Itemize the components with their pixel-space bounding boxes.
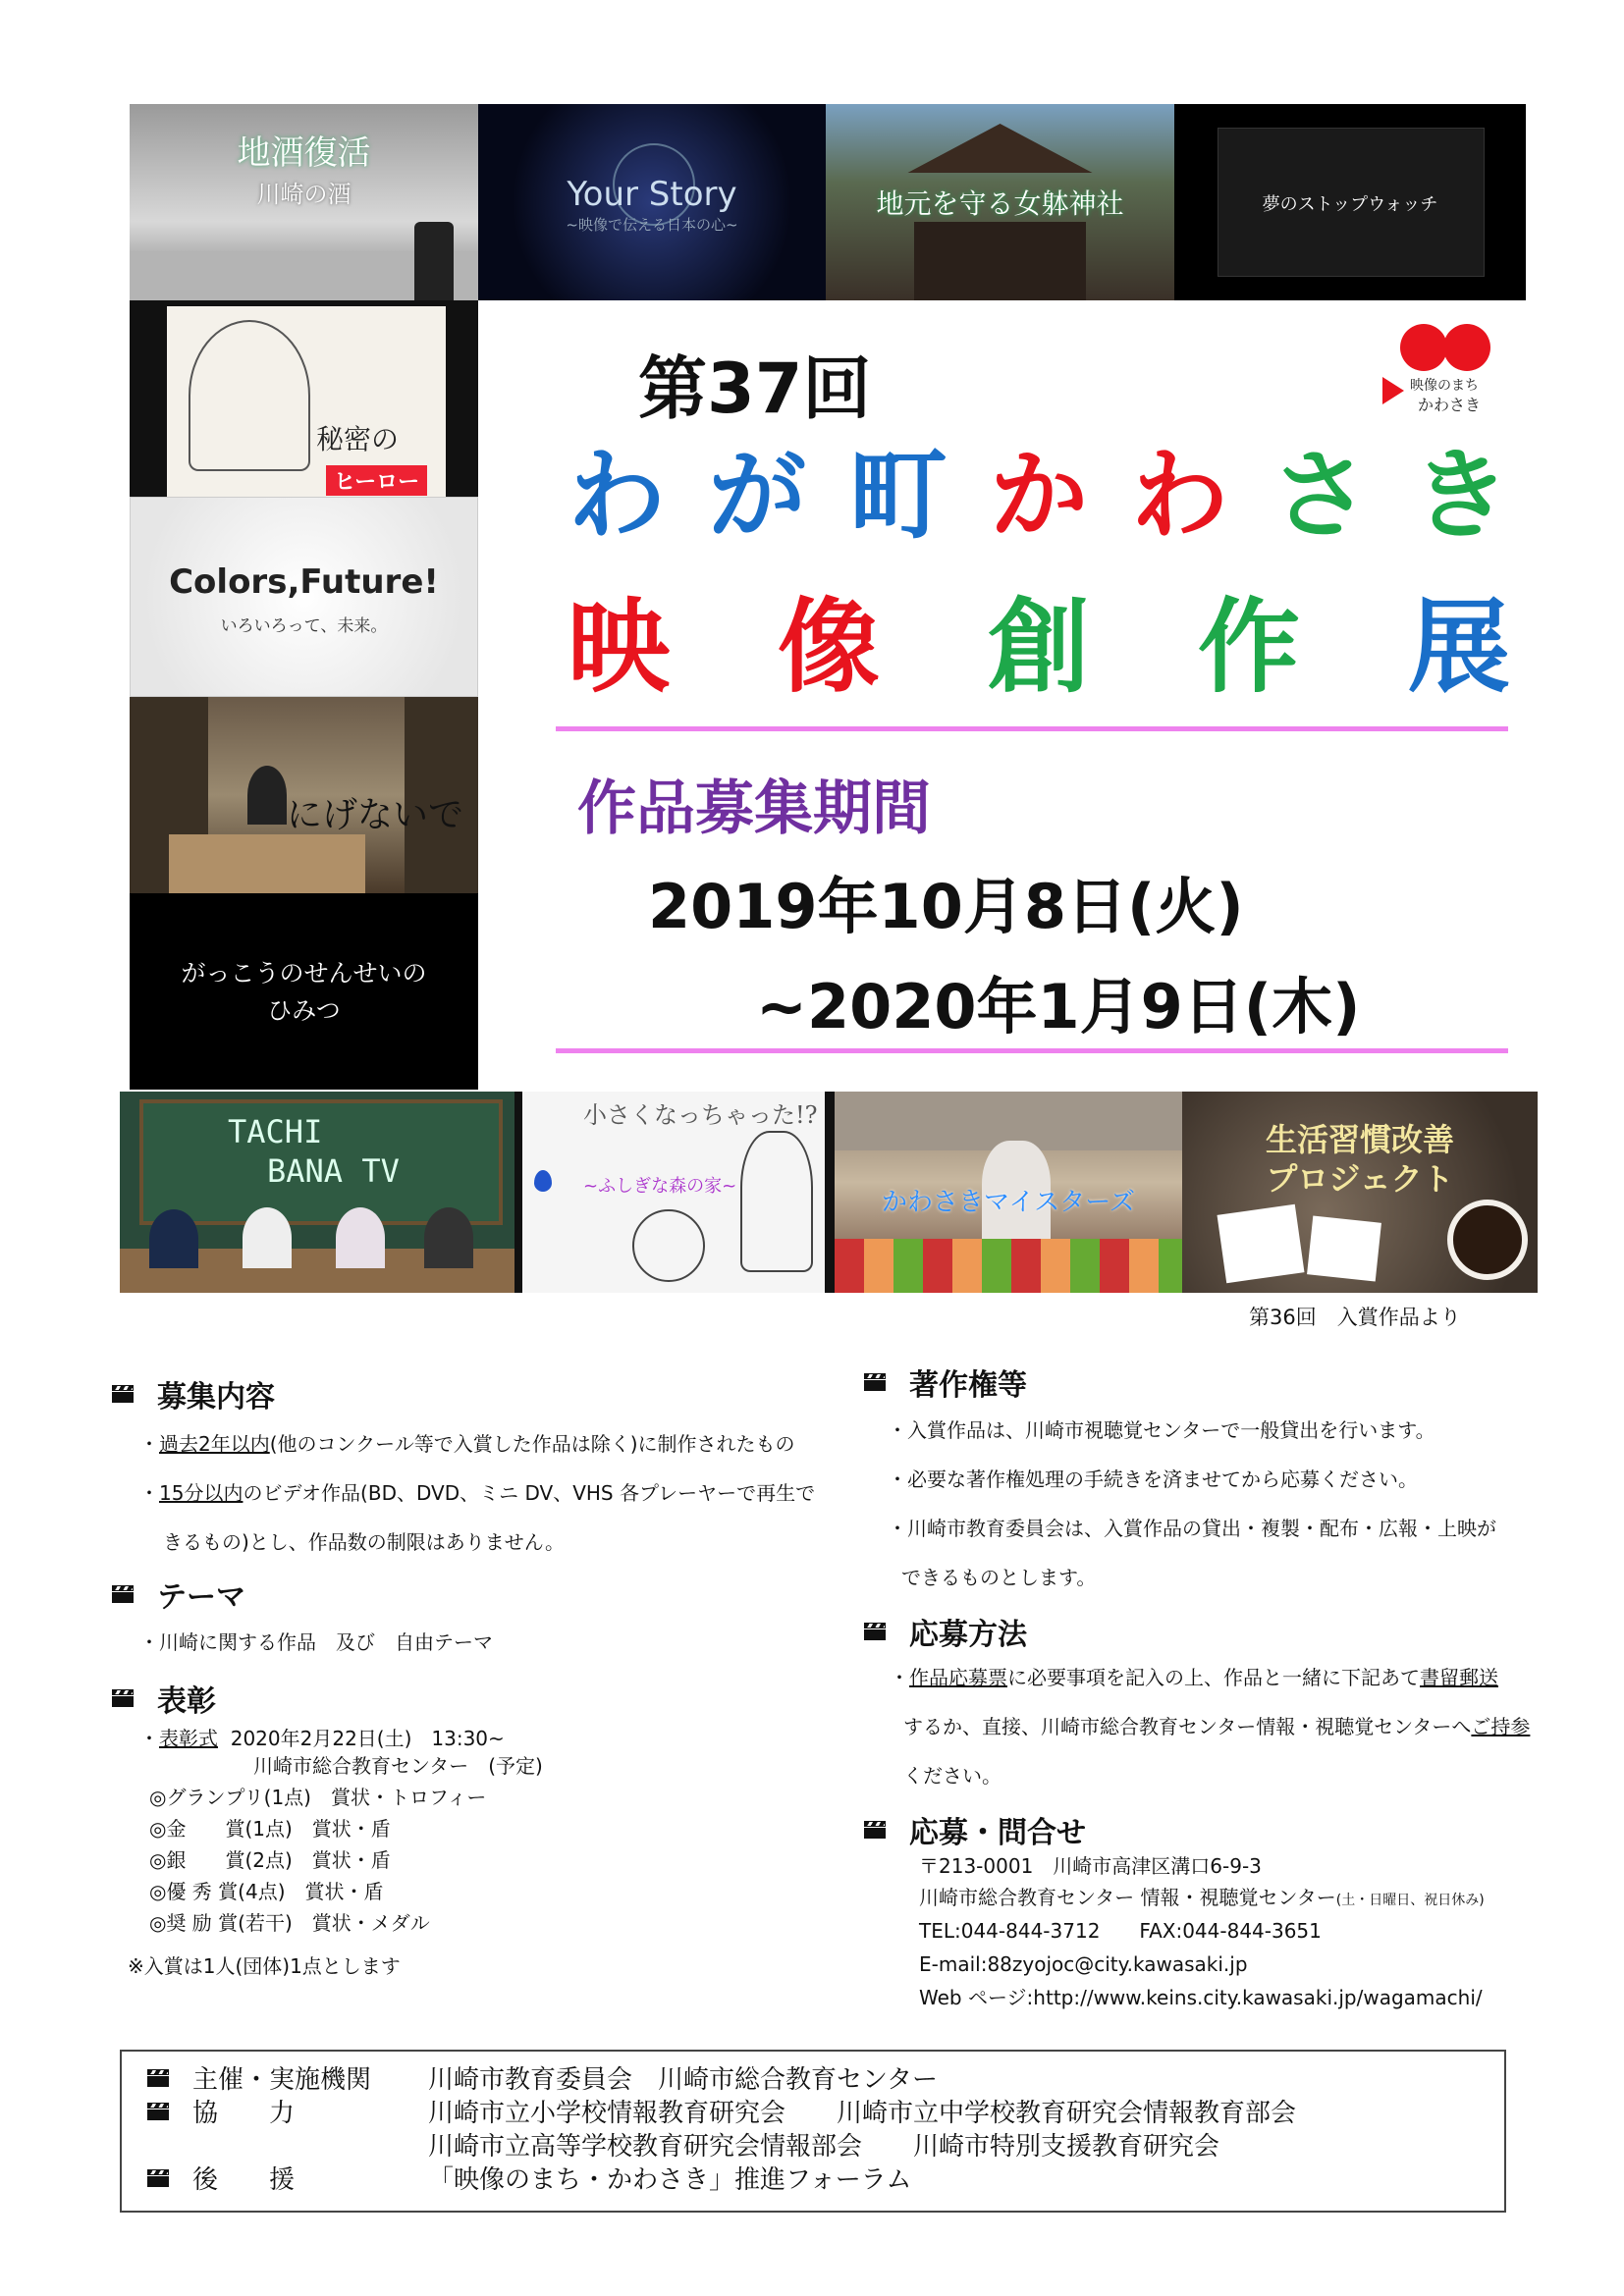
thumb-caption: ~映像で伝える日本の心~ xyxy=(566,216,738,234)
thumb-caption: 生活習慣改善 xyxy=(1265,1121,1454,1158)
recruit-item-1: ・過去2年以内(他のコンクール等で入賞した作品は除く)に制作されたもの xyxy=(139,1432,795,1456)
clapperboard-icon xyxy=(112,1385,134,1403)
title-char: 展 xyxy=(1407,587,1510,707)
section-title: 応募・問合せ xyxy=(909,1816,1086,1850)
cooperation-row xyxy=(147,2093,1296,2129)
clapperboard-icon xyxy=(864,1821,886,1839)
howto-line-2 xyxy=(903,1712,1530,1741)
section-title: 著作権等 xyxy=(909,1368,1027,1403)
photo-caption: 第36回 入賞作品より xyxy=(1249,1306,1461,1329)
section-title: 表彰 xyxy=(157,1684,216,1719)
period-to: ~2020年1月9日(木) xyxy=(756,971,1361,1042)
thumb-caption: Colors,Future! xyxy=(169,562,439,602)
ceremony-line: ・表彰式 2020年2月22日(土) 13:30~ xyxy=(139,1727,505,1750)
thumb-caption: ~ふしぎな森の家~ xyxy=(583,1176,737,1197)
text: 川崎市総合教育センター 情報・視聴覚センター xyxy=(919,1886,1336,1909)
row-text: 川崎市教育委員会 川崎市総合教育センター xyxy=(428,2065,938,2095)
clapperboard-icon xyxy=(147,2069,169,2087)
contact-email[interactable]: E-mail:88zyojoc@city.kawasaki.jp xyxy=(919,1952,1248,1976)
underlined-text: 表彰式 xyxy=(159,1727,218,1750)
contact-org xyxy=(919,1883,1485,1915)
title-eizou-sousakuten xyxy=(568,587,1510,707)
thumb-caption: 地元を守る女躰神社 xyxy=(876,187,1124,220)
period-from: 2019年10月8日(火) xyxy=(648,871,1244,942)
thumb-caption: プロジェクト xyxy=(1266,1160,1454,1198)
thumb-nigenaide xyxy=(130,697,478,893)
howto-line-3: ください。 xyxy=(903,1764,1001,1788)
title-char: 像 xyxy=(777,587,880,707)
row-label: 後 援 xyxy=(192,2165,296,2195)
title-char: 町 xyxy=(848,438,947,553)
thumb-sake xyxy=(130,104,478,300)
underlined-text: 作品応募票 xyxy=(909,1666,1007,1689)
logo xyxy=(1382,324,1510,422)
theme-item-1: ・川崎に関する作品 及び 自由テーマ xyxy=(139,1630,493,1654)
underlined-text: 過去2年以内 xyxy=(159,1432,270,1456)
text: のビデオ作品(BD、DVD、ミニ DV、VHS 各プレーヤーで再生で xyxy=(243,1481,816,1505)
recruit-item-2-cont: きるもの)とし、作品数の制限はありません。 xyxy=(163,1530,566,1554)
clapperboard-icon xyxy=(112,1585,134,1603)
thumb-caption: 夢のストップウォッチ xyxy=(1262,194,1438,215)
text: に必要事項を記入の上、作品と一緒に下記あて xyxy=(1007,1666,1420,1689)
cooperation-row-2 xyxy=(428,2126,1219,2163)
title-char: が xyxy=(708,438,807,553)
text: するか、直接、川崎市総合教育センター情報・視聴覚センターへ xyxy=(903,1715,1472,1738)
award-5: ◎奨 励 賞(若干) 賞状・メダル xyxy=(149,1911,430,1935)
text: 2020年2月22日(土) 13:30~ xyxy=(230,1727,505,1750)
text: ・ xyxy=(890,1666,909,1689)
clapperboard-icon xyxy=(112,1689,134,1707)
section-title: テーマ xyxy=(157,1580,245,1615)
text: (他のコンクール等で入賞した作品は除く)に制作されたもの xyxy=(269,1432,795,1456)
thumb-caption: 秘密の xyxy=(316,423,400,455)
divider-top xyxy=(556,726,1508,731)
divider-bottom xyxy=(556,1048,1508,1053)
thumb-caption: いろいろって、未来。 xyxy=(220,616,388,636)
thumb-caption: Your Story xyxy=(567,175,737,214)
thumb-teacher-secret xyxy=(130,893,478,1090)
thumb-caption: BANA TV xyxy=(267,1152,400,1190)
copyright-line-2: ・必要な著作権処理の手続きを済ませてから応募ください。 xyxy=(888,1468,1418,1491)
section-copyright xyxy=(864,1361,1027,1404)
row-text: 川崎市立小学校情報教育研究会 川崎市立中学校教育研究会情報教育部会 xyxy=(428,2099,1297,2128)
section-title: 応募方法 xyxy=(909,1618,1027,1652)
award-1: ◎グランプリ(1点) 賞状・トロフィー xyxy=(149,1786,487,1809)
section-contact xyxy=(864,1808,1086,1851)
title-char: わ xyxy=(568,438,666,553)
section-howto xyxy=(864,1610,1027,1653)
thumb-caption: がっこうのせんせいの xyxy=(181,959,427,988)
underlined-text: ご持参 xyxy=(1471,1715,1531,1738)
support-row xyxy=(147,2160,911,2196)
thumb-colors-future xyxy=(130,497,478,697)
award-note: ※入賞は1人(団体)1点とします xyxy=(128,1954,401,1978)
row-text: 「映像のまち・かわさき」推進フォーラム xyxy=(428,2165,912,2195)
clapperboard-icon xyxy=(147,2169,169,2187)
thumb-stopwatch xyxy=(1174,104,1526,300)
award-3: ◎銀 賞(2点) 賞状・盾 xyxy=(149,1848,391,1872)
clapperboard-icon xyxy=(147,2103,169,2120)
text: 川崎に関する作品 及び 自由テーマ xyxy=(159,1630,493,1654)
clapperboard-icon xyxy=(864,1623,886,1640)
row-label: 主催・実施機関 xyxy=(192,2065,372,2095)
award-4: ◎優 秀 賞(4点) 賞状・盾 xyxy=(149,1880,384,1903)
thumb-shrine xyxy=(826,104,1174,300)
award-2: ◎金 賞(1点) 賞状・盾 xyxy=(149,1817,391,1841)
row-text: 川崎市立高等学校教育研究会情報部会 川崎市特別支援教育研究会 xyxy=(428,2132,1220,2162)
title-char: さ xyxy=(1271,438,1370,553)
contact-address: 〒213-0001 川崎市高津区溝口6-9-3 xyxy=(919,1854,1262,1878)
section-title: 募集内容 xyxy=(157,1380,275,1415)
section-award xyxy=(112,1677,216,1720)
thumb-caption: にげないで xyxy=(287,795,464,835)
thumb-secret-hero xyxy=(130,300,478,497)
section-recruit xyxy=(112,1372,275,1415)
title-char: わ xyxy=(1130,438,1229,553)
thumb-lifestyle xyxy=(1182,1092,1538,1293)
title-char: 映 xyxy=(568,587,671,707)
thumb-tachibana-tv xyxy=(120,1092,514,1293)
row-label: 協 力 xyxy=(192,2099,296,2128)
organizer-row xyxy=(147,2059,938,2096)
copyright-line-3: ・川崎市教育委員会は、入賞作品の貸出・複製・配布・広報・上映が xyxy=(888,1517,1496,1540)
underlined-text: 書留郵送 xyxy=(1420,1666,1498,1689)
clapperboard-icon xyxy=(864,1373,886,1391)
period-label: 作品募集期間 xyxy=(577,774,931,843)
thumb-caption: 川崎の酒 xyxy=(256,181,352,208)
title-char: 創 xyxy=(987,587,1090,707)
copyright-line-1: ・入賞作品は、川崎市視聴覚センターで一般貸出を行います。 xyxy=(888,1418,1435,1442)
org-note: (土・日曜日、祝日休み) xyxy=(1335,1893,1485,1908)
title-char: き xyxy=(1411,438,1510,553)
recruit-item-2: ・15分以内のビデオ作品(BD、DVD、ミニ DV、VHS 各プレーヤーで再生で xyxy=(139,1481,816,1505)
title-char: か xyxy=(989,438,1088,553)
logo-text-1: 映像のまち xyxy=(1410,378,1479,394)
ceremony-venue: 川崎市総合教育センター (予定) xyxy=(253,1754,543,1778)
section-theme xyxy=(112,1573,245,1616)
thumb-chiisaku xyxy=(514,1092,835,1293)
title-char: 作 xyxy=(1197,587,1300,707)
thumb-kawasaki-meisters xyxy=(835,1092,1182,1293)
contact-web[interactable]: Web ページ:http://www.keins.city.kawasaki.jp/wagamachi/ xyxy=(919,1986,1483,2009)
thumb-caption: 小さくなっちゃった!? xyxy=(583,1101,818,1129)
title-wagamachi xyxy=(568,438,1510,553)
logo-text-2: かわさき xyxy=(1418,396,1482,414)
thumb-caption: ヒーロー xyxy=(326,465,427,496)
sake-bottle xyxy=(414,222,454,300)
howto-line-1 xyxy=(890,1663,1498,1692)
contact-tel-fax: TEL:044-844-3712 FAX:044-844-3651 xyxy=(919,1919,1322,1943)
thumb-caption: 地酒復活 xyxy=(237,133,371,173)
edition-label: 第37回 xyxy=(638,348,872,429)
copyright-line-4: できるものとします。 xyxy=(901,1566,1097,1589)
thumb-caption: かわさきマイスターズ xyxy=(882,1188,1135,1217)
underlined-text: 15分以内 xyxy=(159,1481,244,1505)
thumb-caption: ひみつ xyxy=(267,996,341,1025)
thumb-your-story xyxy=(478,104,826,300)
thumb-caption: TACHI xyxy=(228,1113,323,1150)
